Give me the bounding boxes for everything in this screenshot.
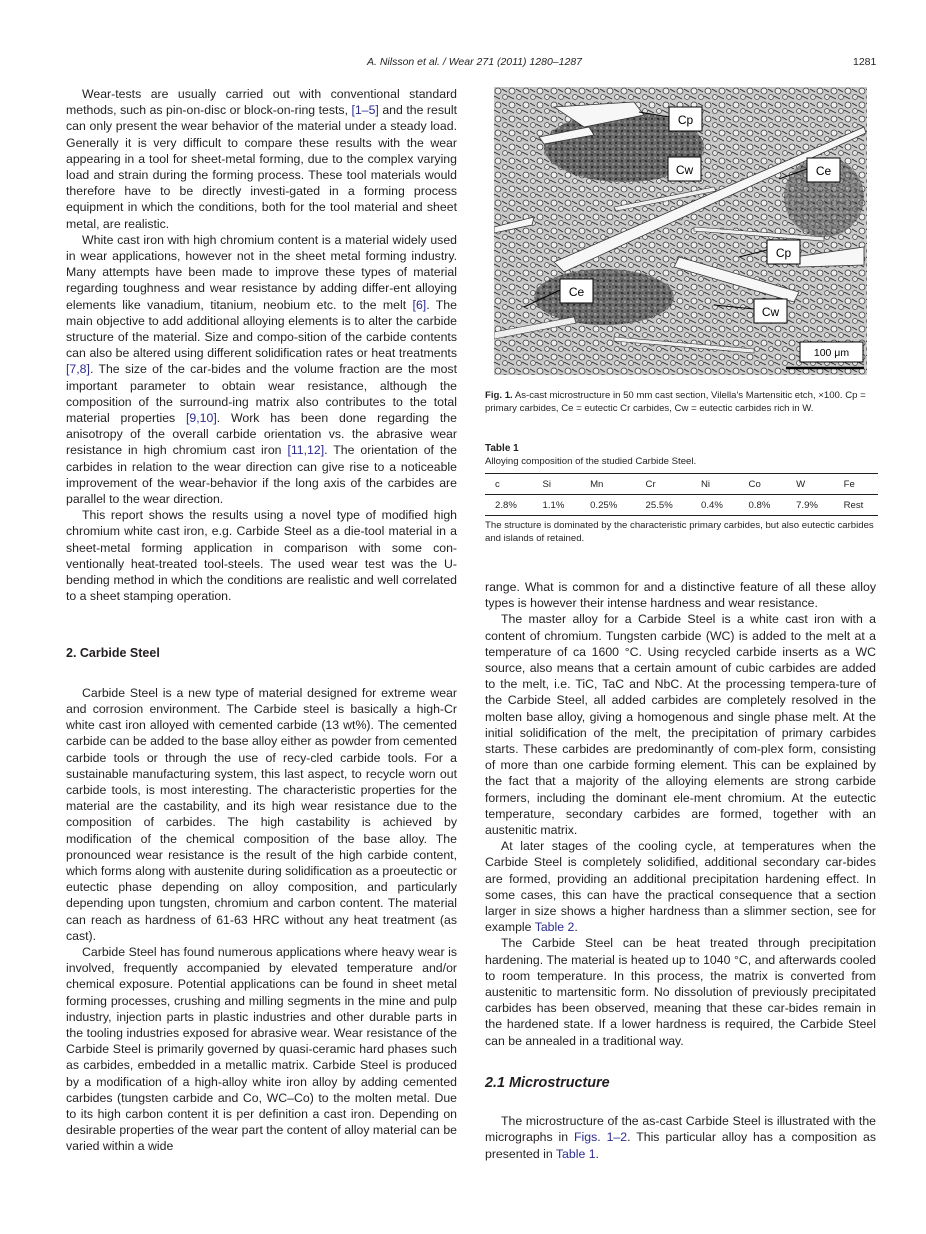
column-header: W xyxy=(796,478,806,490)
paragraph-intro-3: This report shows the results using a novel type of modified high chromium white cast iron, e.g. Carbide Steel as a die-tool material in a sheet-metal forming application in comparison with some con-ventionally heat-treated tool-steels. The used wear test was the U-bending method in which the conditions are realistic and well correlated to a sheet stamping operation. xyxy=(66,508,457,604)
column-header: c xyxy=(495,478,500,490)
reference-link[interactable]: [11,12] xyxy=(287,443,325,458)
table-label: Table 1 xyxy=(485,443,519,454)
svg-text:Cw: Cw xyxy=(761,305,780,319)
column-header: Si xyxy=(542,478,552,490)
section-heading: 2. Carbide Steel xyxy=(66,645,160,660)
table-cell: 7.9% xyxy=(796,499,818,511)
paragraph-continued: range. What is common for and a distinctive feature of all these alloy types is however their intense hardness and wear resistance. xyxy=(485,580,876,611)
paragraph-master-alloy: The master alloy for a Carbide Steel is a white cast iron with a content of chromium. Tungsten carbide (WC) is added to the melt at a temperature of ca 1600 °C. Using recycled carbide inserts as a WC source, also means that a certain amount of cubic carbides are added to the melt, i.e. TiC, TaC and NbC. At the processing tempera-ture of the Carbide Steel, all added carbides are completely resolved in the molten base alloy, giving a homogenous and single phase melt. At the initial solidification of the melt, the precipitation of primary carbides starts. These carbides are predominantly of com-plex form, consisting of more than one carbide forming element. This can be explained by the fact that a majority of the alloying elements are strong carbide formers, including the dominant ele-ment chromium. At the eutectic temperature, secondary carbides are formed, together with an austenitic matrix. xyxy=(485,612,876,838)
figure-caption-text: As-cast microstructure in 50 mm cast section, Vilella's Martensitic etch, ×100. Cp = primary carbides, Ce = eutectic Cr carbides, Cw = eutectic carbides rich in W. xyxy=(485,390,866,415)
label-cp-2 xyxy=(767,240,800,264)
table-2-link[interactable]: Table 2 xyxy=(534,920,575,935)
column-header: Ni xyxy=(701,478,711,490)
table-1 xyxy=(485,442,878,545)
paragraph-intro-1: Wear-tests are usually carried out with conventional standard methods, such as pin-on-disc or block-on-ring tests, [1–5] and the result can only present the wear behavior of the material under a steady load. Generally it is very difficult to compare these results with the wear appearing in a tool for sheet-metal forming, due to the complex varying load and strain during the forming process. These tool materials would therefore have to be directly investi-gated in a forming process equipment in which the conditions, both for the tool material and sheet metal, are realistic. xyxy=(66,87,457,231)
label-cw-1 xyxy=(668,157,701,181)
table-footnote: The structure is dominated by the characteristic primary carbides, but also eutectic carbides and islands of retained. xyxy=(485,520,874,544)
right-column xyxy=(485,579,876,1162)
paragraph-microstructure: The microstructure of the as-cast Carbide Steel is illustrated with the micrographs in Figs. 1–2. This particular alloy has a composition as presented in Table 1. xyxy=(485,1114,876,1161)
label-cw-2 xyxy=(754,299,787,323)
micrograph-image xyxy=(494,87,867,375)
svg-text:Cp: Cp xyxy=(677,113,694,127)
table-title: Alloying composition of the studied Carbide Steel. xyxy=(485,456,697,467)
figure-label: Fig. 1. xyxy=(485,390,513,401)
figs-link[interactable]: Figs. 1–2 xyxy=(574,1130,628,1145)
column-header: Fe xyxy=(843,478,855,490)
label-ce-2 xyxy=(560,279,593,303)
svg-text:Ce: Ce xyxy=(815,164,832,178)
label-cp-1 xyxy=(669,107,702,131)
svg-text:Cw: Cw xyxy=(675,163,694,177)
column-header: Mn xyxy=(590,478,604,490)
micrograph-figure xyxy=(494,87,867,375)
svg-text:Cp: Cp xyxy=(775,246,792,260)
svg-text:Ce: Ce xyxy=(568,285,585,299)
paragraph-intro-2: White cast iron with high chromium content is a material widely used in wear applications, however not in the sheet metal forming industry. Many attempts have been made to improve these types of material regarding toughness and wear resistance by adding differ-ent alloying elements like vanadium, titanium, neobium etc. to the melt [6]. The main objective to add additional alloying elements is to alter the carbide structure of the material. Size and compo-sition of the carbide contents can also be altered using different solidification rates or heat treatments [7,8]. The size of the car-bides and the volume fraction are the most important parameter to obtain wear resistance, although the composition of the surround-ing matrix also contributes to the total material properties [9,10]. Work has been done regarding the anisotropy of the overall carbide orientation vs. the abrasive wear resistance in high chromium cast iron [11,12]. The orientation of the carbides in relation to the wear direction can give rise to a noticeable improvement of the wear-behavior if the long axis of the carbides are parallel to the wear direction. xyxy=(66,232,457,507)
table-header-row xyxy=(485,474,878,495)
table-cell: 25.5% xyxy=(645,499,673,511)
running-header xyxy=(0,56,926,70)
reference-link[interactable]: [6] xyxy=(412,297,427,312)
table-cell: Rest xyxy=(843,499,864,511)
table-cell: 0.4% xyxy=(701,499,723,511)
reference-link[interactable]: [7,8] xyxy=(66,362,90,377)
composition-table xyxy=(485,473,878,516)
table-cell: 2.8% xyxy=(495,499,517,511)
table-cell: 1.1% xyxy=(542,499,565,511)
table-1-link[interactable]: Table 1 xyxy=(555,1146,596,1161)
paragraph-section-2: Carbide Steel has found numerous applications where heavy wear is involved, frequently accompanied by elevated temperature and/or chemical exposure. Potential applications can be found in sheet metal forming processes, crushing and milling segments in the mine and pulp industry, injection parts in plastic industries and other durable parts in the tooling industries exposed for abrasive wear. Wear resistance of the Carbide Steel is primarily governed by quasi-ceramic hard phases such as carbides, embedded in a metallic matrix. Carbide Steel is produced by a modification of a high-alloy white iron alloy by adding cemented carbides (tungsten carbide and Co, WC–Co) to the molten metal. Due to its high carbon content it is per definition a cast iron. Depending on desirable properties of the wear part the content of alloy material can be varied within a wide xyxy=(66,944,457,1154)
reference-link[interactable]: [9,10] xyxy=(186,411,217,426)
reference-link[interactable]: [1–5] xyxy=(351,103,379,118)
page-number: 1281 xyxy=(853,56,877,68)
column-header: Co xyxy=(748,478,761,490)
table-cell: 0.25% xyxy=(590,499,618,511)
subsection-heading: 2.1 Microstructure xyxy=(485,1074,610,1091)
paragraph-heat-treatment: The Carbide Steel can be heat treated through precipitation hardening. The material is heated up to 1040 °C, and afterwards cooled to room temperature. In this process, the matrix is converted from austenitic to martensitic form. No dissolution of previously precipitated carbides has been observed, meaning that these car-bides remain in the hardened state. If a lower hardness is required, the Carbide Steel can be annealed in a traditional way. xyxy=(485,936,876,1048)
table-row xyxy=(485,495,878,516)
table-cell: 0.8% xyxy=(748,499,771,511)
column-header: Cr xyxy=(645,478,656,490)
paragraph-cooling: At later stages of the cooling cycle, at temperatures when the Carbide Steel is completely solidified, additional secondary car-bides are formed, providing an additional precipitation hardening effect. In some cases, this can have the practical consequence that a section larger in size shows a higher hardness than a slimmer section, see for example Table 2. xyxy=(485,839,876,935)
paragraph-section-1: Carbide Steel is a new type of material designed for extreme wear and corrosion environment. The Carbide steel is basically a high-Cr white cast iron alloyed with cemented carbide (13 wt%). The cemented carbide can be added to the base alloy either as powder from cemented carbide tools or through the use of recy-cled carbide tools. For a sustainable manufacturing system, this last aspect, to recycle worn out carbide tools, is most interesting. The characteristic properties for the material are the castability, and its high wear resistance due to the composition of carbides. The high castability is achieved by modification of the chemical composition of the base alloy. The pronounced wear resistance is the result of the high carbide content, which forms along with austenite during solidification as a proeutectic or eutectic phase depending on alloy composition, and particularly depending upon tungsten, chromium and carbon content. The material can reach as hardness of 61-63 HRC without any heat treatment (as cast). xyxy=(66,685,458,943)
journal-citation: A. Nilsson et al. / Wear 271 (2011) 1280–1287 xyxy=(367,56,582,68)
svg-text:100 μm: 100 μm xyxy=(813,347,850,359)
left-column xyxy=(66,86,457,1155)
figure-caption xyxy=(485,389,878,415)
label-ce-1 xyxy=(807,158,840,182)
